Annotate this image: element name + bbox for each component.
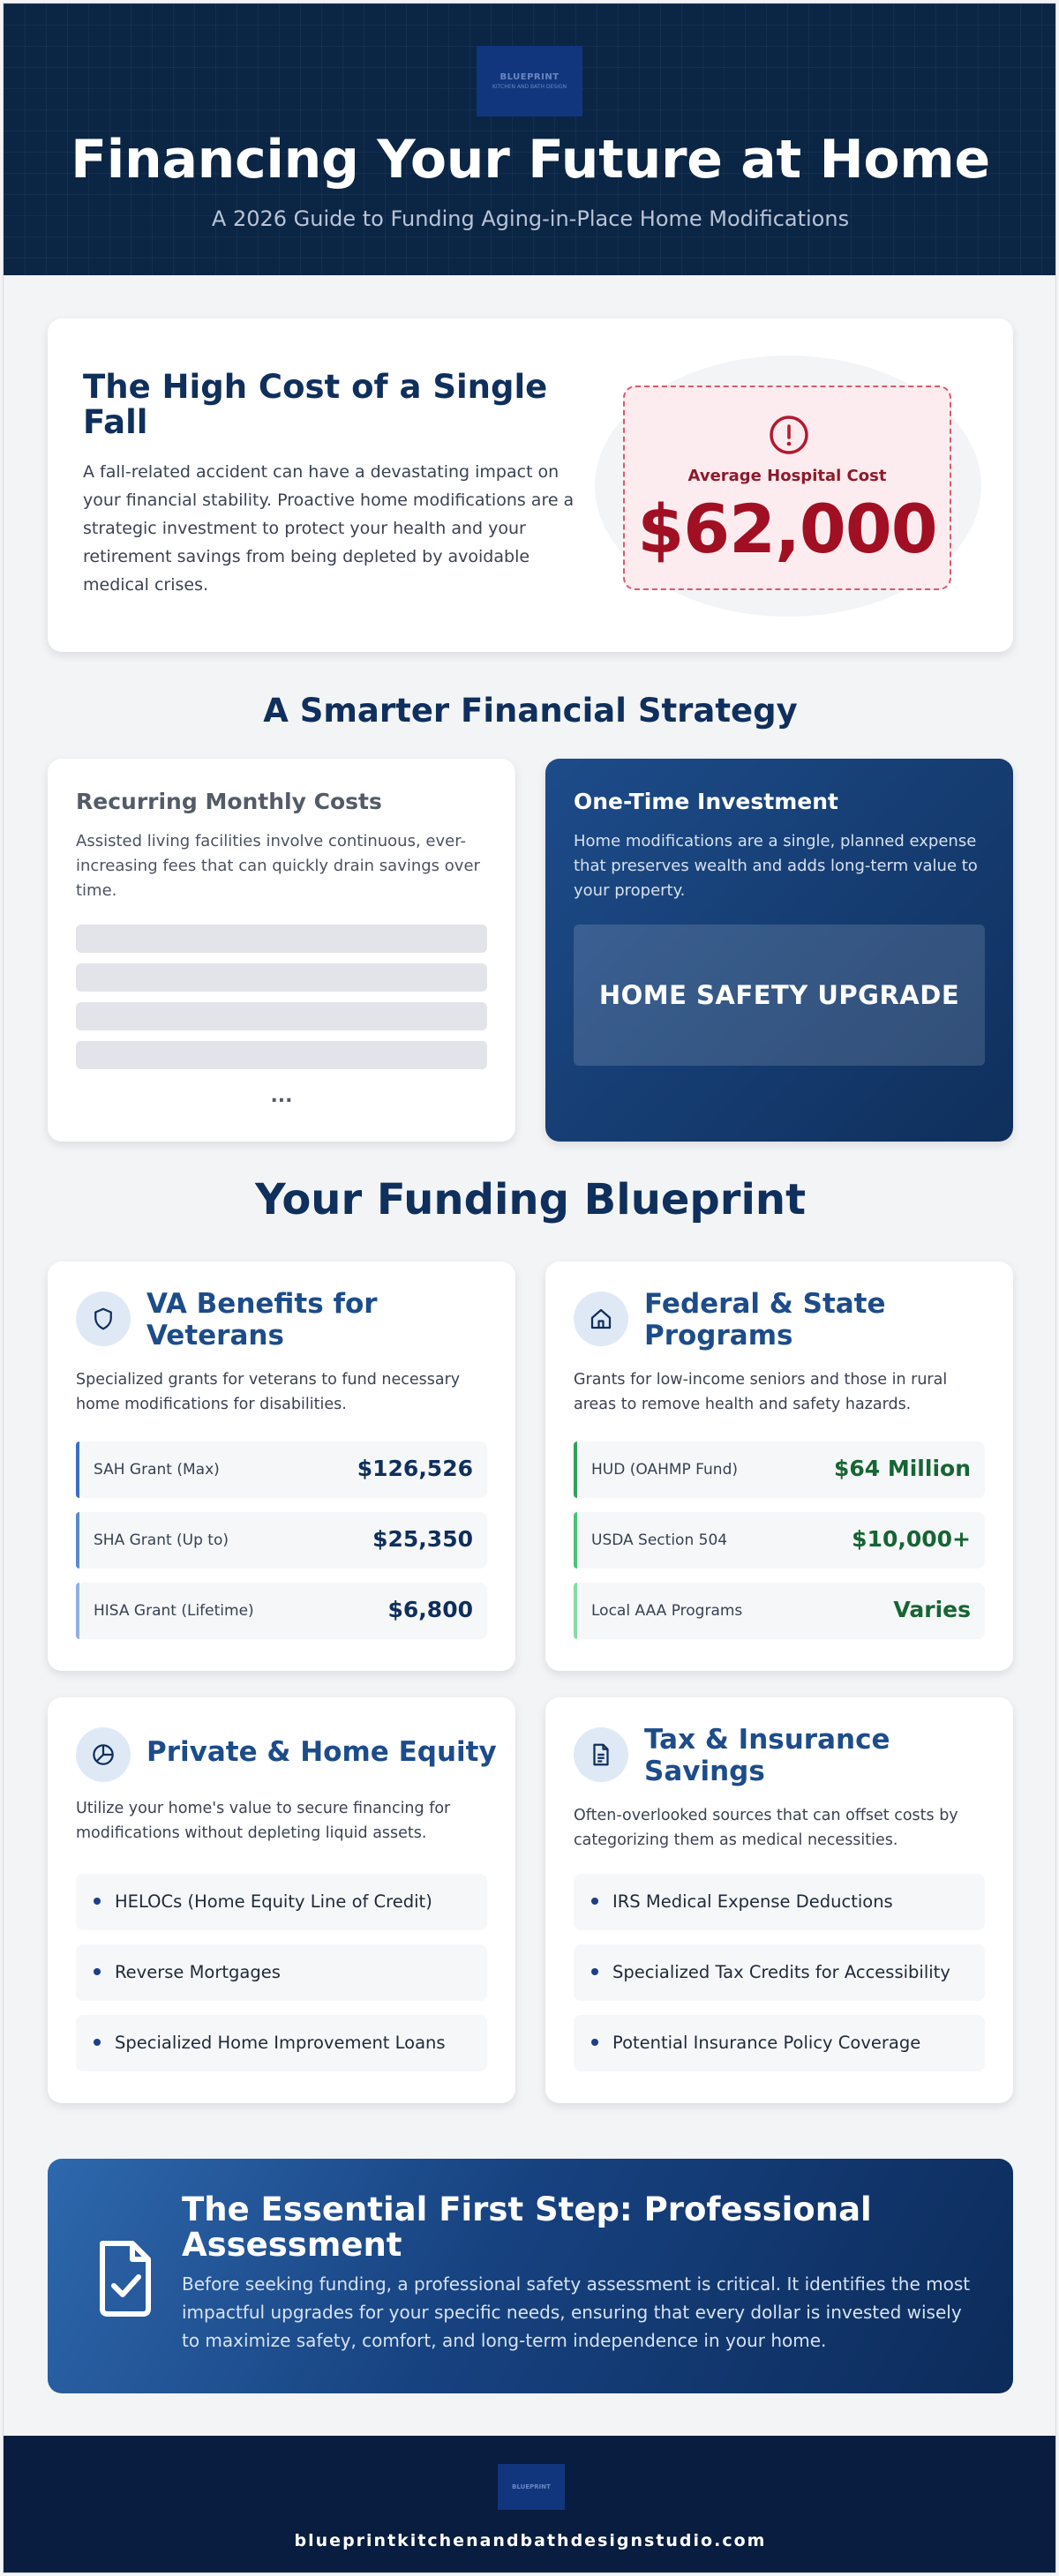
list-item: IRS Medical Expense Deductions — [574, 1874, 985, 1930]
program-row: USDA Section 504 $10,000+ — [574, 1512, 985, 1569]
home-safety-upgrade-box: HOME SAFETY UPGRADE — [574, 925, 985, 1066]
list-item: Reverse Mortgages — [76, 1944, 487, 2001]
va-benefits-card — [48, 1262, 515, 1671]
page-frame — [3, 3, 1056, 2573]
one-time-title: One-Time Investment — [574, 789, 838, 814]
bullet-dot — [94, 1968, 101, 1975]
assessment-title: The Essential First Step: Professional Assessment — [182, 2190, 872, 2264]
tax-card-text: Often-overlooked sources that can offset costs by categorizing them as medical necessities. — [574, 1807, 958, 1849]
grant-row: SHA Grant (Up to) $25,350 — [76, 1512, 487, 1569]
tax-card-title: Tax & Insurance Savings — [644, 1724, 890, 1787]
footer-logo: BLUEPRINT — [498, 2464, 565, 2510]
placeholder-bar — [76, 1002, 487, 1030]
list-item: Specialized Home Improvement Loans — [76, 2015, 487, 2071]
footer — [4, 2436, 1056, 2573]
one-time-text: Home modifications are a single, planned expense that preserves wealth and adds long-term value to your property. — [574, 832, 978, 900]
document-check-icon — [90, 2236, 161, 2321]
brand-logo: BLUEPRINT KITCHEN AND BATH DESIGN — [477, 46, 582, 116]
fall-card-text: A fall-related accident can have a devastating impact on your financial stability. Proactive home modifications are a strategic investment to protect your health and your retirement savings from being depleted by avoidable medical crises. — [83, 462, 575, 595]
bullet-dot — [591, 1968, 598, 1975]
grant-row: SAH Grant (Max) $126,526 — [76, 1442, 487, 1498]
document-icon — [574, 1727, 628, 1782]
blueprint-section-title: Your Funding Blueprint — [254, 1175, 807, 1224]
equity-card-text: Utilize your home's value to secure financing for modifications without depleting liquid assets. — [76, 1800, 451, 1842]
placeholder-bar — [76, 925, 487, 953]
row-accent — [76, 1512, 79, 1569]
strategy-section-title: A Smarter Financial Strategy — [263, 692, 798, 730]
placeholder-bar — [76, 1041, 487, 1069]
bullet-dot — [94, 2039, 101, 2046]
hospital-cost-label: Average Hospital Cost — [687, 467, 887, 485]
alert-circle-icon — [768, 414, 810, 456]
bullet-dot — [94, 1898, 101, 1905]
va-card-text: Specialized grants for veterans to fund necessary home modifications for disabilities. — [76, 1371, 461, 1413]
one-time-investment-card — [545, 759, 1013, 1142]
page-subtitle: A 2026 Guide to Funding Aging-in-Place Home Modifications — [211, 206, 850, 231]
recurring-text: Assisted living facilities involve continuous, ever-increasing fees that can quickly drain savings over time. — [76, 832, 480, 900]
home-icon — [574, 1292, 628, 1346]
hospital-cost-value: $62,000 — [637, 490, 937, 568]
fall-cost-card — [48, 318, 1013, 652]
list-item: Potential Insurance Policy Coverage — [574, 2015, 985, 2071]
fall-card-title: The High Cost of a Single Fall — [83, 368, 548, 441]
placeholder-bar — [76, 963, 487, 992]
program-row: HUD (OAHMP Fund) $64 Million — [574, 1442, 985, 1498]
row-accent — [76, 1442, 79, 1498]
equity-card-title: Private & Home Equity — [146, 1736, 497, 1768]
row-accent — [574, 1442, 577, 1498]
program-row: Local AAA Programs Varies — [574, 1583, 985, 1639]
page-title: Financing Your Future at Home — [71, 129, 990, 191]
shield-icon — [76, 1292, 131, 1346]
grant-row: HISA Grant (Lifetime) $6,800 — [76, 1583, 487, 1639]
list-item: Specialized Tax Credits for Accessibility — [574, 1944, 985, 2001]
hospital-cost-box — [623, 386, 951, 590]
pie-chart-icon — [76, 1727, 131, 1782]
federal-state-card — [545, 1262, 1013, 1671]
assessment-text: Before seeking funding, a professional safety assessment is critical. It identifies the most impactful upgrades for your specific needs, ensuring that every dollar is invested wisely to maximize safety, comfort, and long-term independence in your home. — [182, 2273, 971, 2351]
va-card-title: VA Benefits for Veterans — [146, 1288, 378, 1352]
home-equity-card — [48, 1697, 515, 2103]
more-ellipsis: ... — [270, 1085, 293, 1107]
row-accent — [574, 1583, 577, 1639]
bullet-dot — [591, 1898, 598, 1905]
footer-website-link[interactable]: blueprintkitchenandbathdesignstudio.com — [294, 2531, 767, 2550]
tax-insurance-card — [545, 1697, 1013, 2103]
recurring-costs-card — [48, 759, 515, 1142]
row-accent — [76, 1583, 79, 1639]
list-item: HELOCs (Home Equity Line of Credit) — [76, 1874, 487, 1930]
assessment-banner — [48, 2159, 1013, 2393]
federal-card-title: Federal & State Programs — [644, 1288, 886, 1352]
bullet-dot — [591, 2039, 598, 2046]
row-accent — [574, 1512, 577, 1569]
federal-card-text: Grants for low-income seniors and those in rural areas to remove health and safety hazards. — [574, 1371, 948, 1413]
header-banner — [4, 4, 1056, 275]
recurring-title: Recurring Monthly Costs — [76, 789, 382, 814]
